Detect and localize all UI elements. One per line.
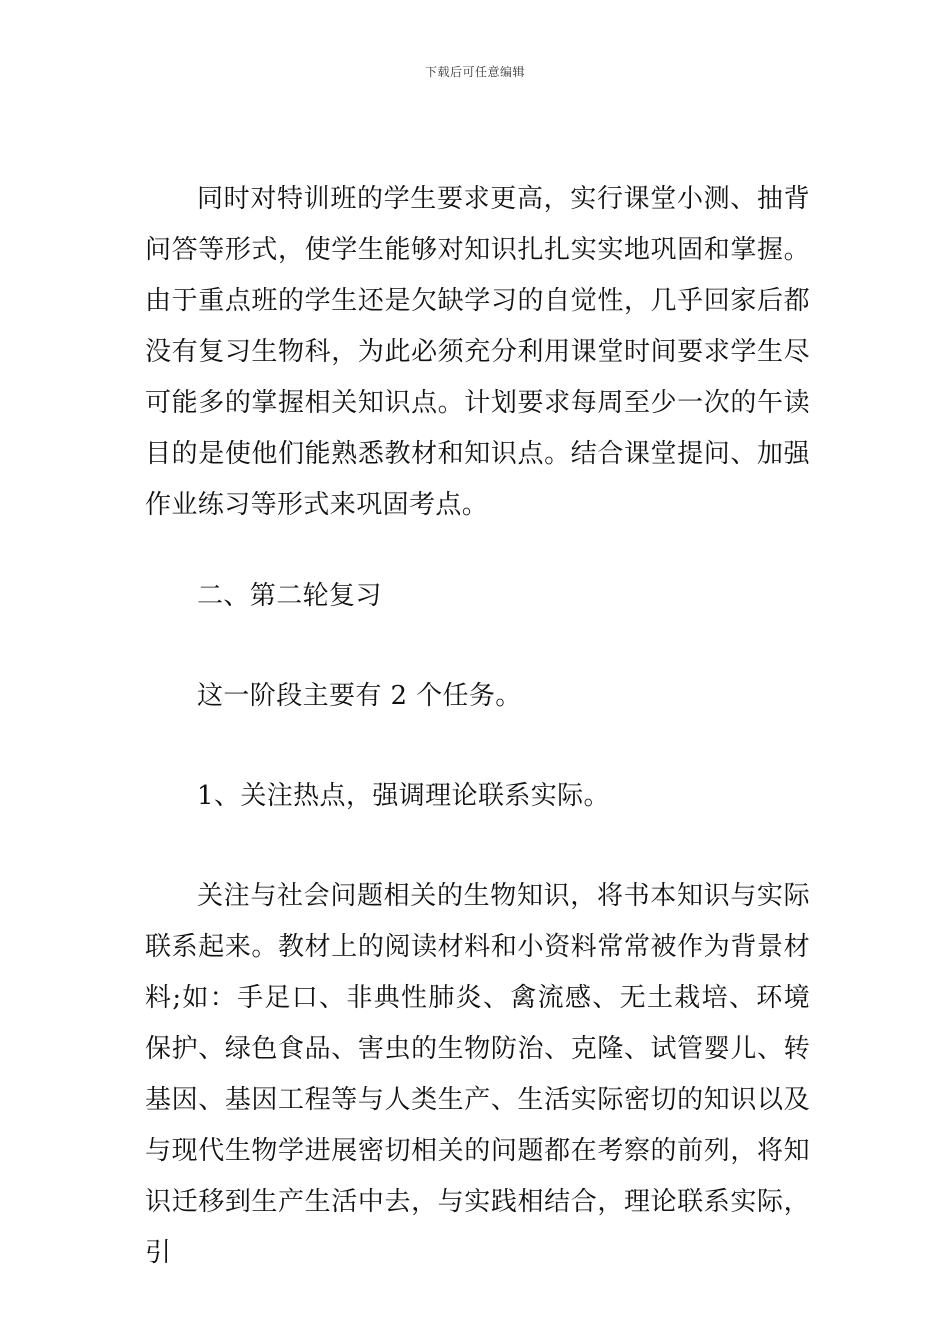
paragraph-social-issues	[145, 871, 810, 1279]
list-item-text: 1、关注热点，强调理论联系实际。	[197, 781, 610, 811]
list-item-hotspots	[145, 771, 810, 822]
paragraph-text: 关注与社会问题相关的生物知识，将书本知识与实际联系起来。教材上的阅读材料和小资料常常被作为背景材料;如：手足口、非典性肺炎、禽流感、无土栽培、环境保护、绿色食品、害虫的生物防治、克隆、试管婴儿、转基因、基因工程等与人类生产、生活实际密切的知识以及与现代生物学进展密切相关的问题都在考察的前列，将知识迁移到生产生活中去，与实践相结合，理论联系实际，引	[145, 881, 810, 1268]
paragraph-text: 同时对特训班的学生要求更高，实行课堂小测、抽背问答等形式，使学生能够对知识扎扎实实地巩固和掌握。由于重点班的学生还是欠缺学习的自觉性，几乎回家后都没有复习生物科，为此必须充分利用课堂时间要求学生尽可能多的掌握相关知识点。计划要求每周至少一次的午读目的是使他们能熟悉教材和知识点。结合课堂提问、加强作业练习等形式来巩固考点。	[145, 184, 810, 520]
section-heading-second-round	[145, 571, 810, 622]
section-heading-text: 二、第二轮复习	[197, 581, 382, 611]
paragraph-text: 这一阶段主要有 2 个任务。	[197, 681, 522, 711]
paragraph-tasks-intro	[145, 671, 810, 722]
paragraph-study-methods	[145, 174, 810, 531]
page-header: 下载后可任意编辑	[424, 65, 525, 79]
